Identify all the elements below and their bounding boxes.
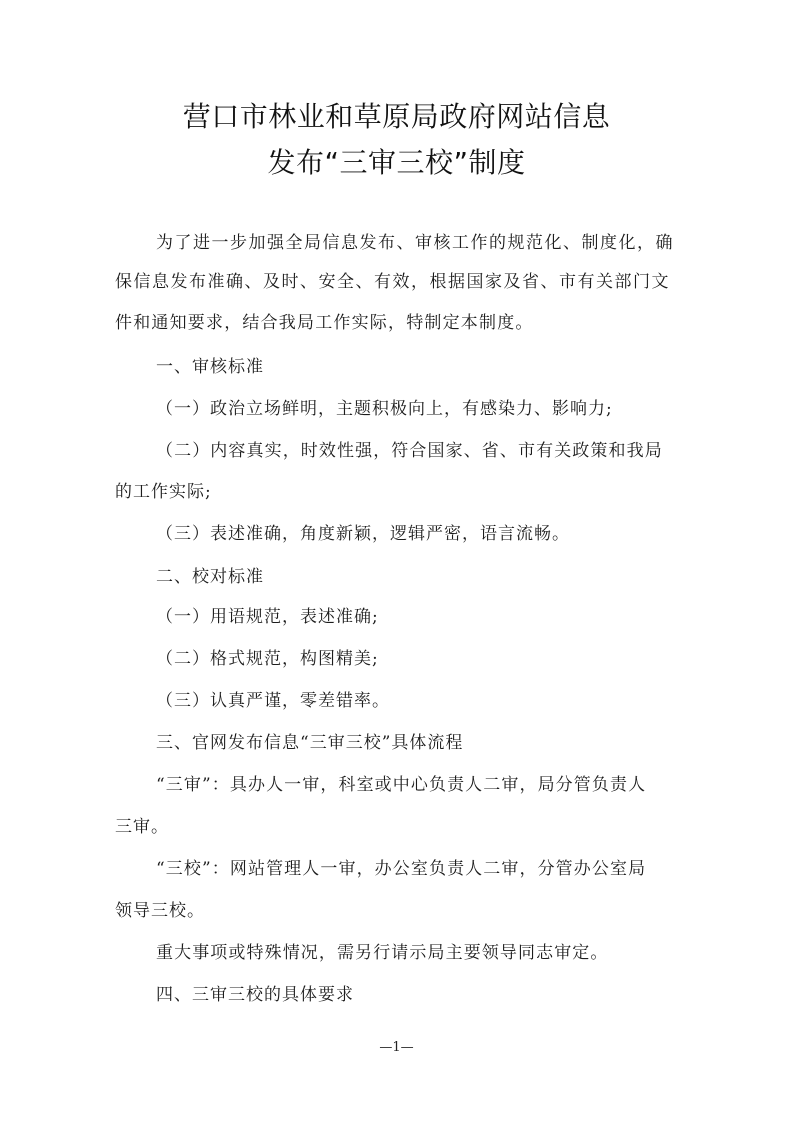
three-proofs-line-1: “三校”：网站管理人一审，办公室负责人二审，分管办公室局 <box>156 859 647 879</box>
intro-line-2: 保信息发布准确、及时、安全、有效，根据国家及省、市有关部门文 <box>115 272 670 292</box>
section-2-item-3: （三）认真严谨，零差错率。 <box>156 691 390 711</box>
three-reviews-line-1: “三审”：具办人一审，科室或中心负责人二审，局分管负责人 <box>156 775 647 795</box>
section-1-item-1: （一）政治立场鲜明，主题积极向上，有感染力、影响力; <box>156 399 613 419</box>
section-4-heading: 四、三审三校的具体要求 <box>156 985 354 1005</box>
major-matters-line: 重大事项或特殊情况，需另行请示局主要领导同志审定。 <box>156 943 609 963</box>
section-3-heading: 三、官网发布信息“三审三校”具体流程 <box>156 733 464 753</box>
section-2-item-2: （二）格式规范，构图精美; <box>156 649 379 669</box>
intro-line-3: 件和通知要求，结合我局工作实际，特制定本制度。 <box>115 313 534 333</box>
section-1-item-3: （三）表述准确，角度新颖，逻辑严密，语言流畅。 <box>156 524 570 544</box>
three-reviews-line-2: 三审。 <box>115 817 169 837</box>
section-1-heading: 一、审核标准 <box>156 357 264 377</box>
section-2-item-1: （一）用语规范，表述准确; <box>156 607 379 627</box>
three-proofs-line-2: 领导三校。 <box>115 901 205 921</box>
section-1-item-2-line-1: （二）内容真实，时效性强，符合国家、省、市有关政策和我局 <box>156 441 663 461</box>
document-title-line-1: 营口市林业和草原局政府网站信息 <box>182 100 611 133</box>
page-number: —1— <box>379 1040 414 1055</box>
section-1-item-2-line-2: 的工作实际; <box>115 482 212 502</box>
section-2-heading: 二、校对标准 <box>156 567 264 587</box>
document-title-line-2: 发布“三审三校”制度 <box>267 146 526 179</box>
intro-line-1: 为了进一步加强全局信息发布、审核工作的规范化、制度化，确 <box>156 233 674 253</box>
